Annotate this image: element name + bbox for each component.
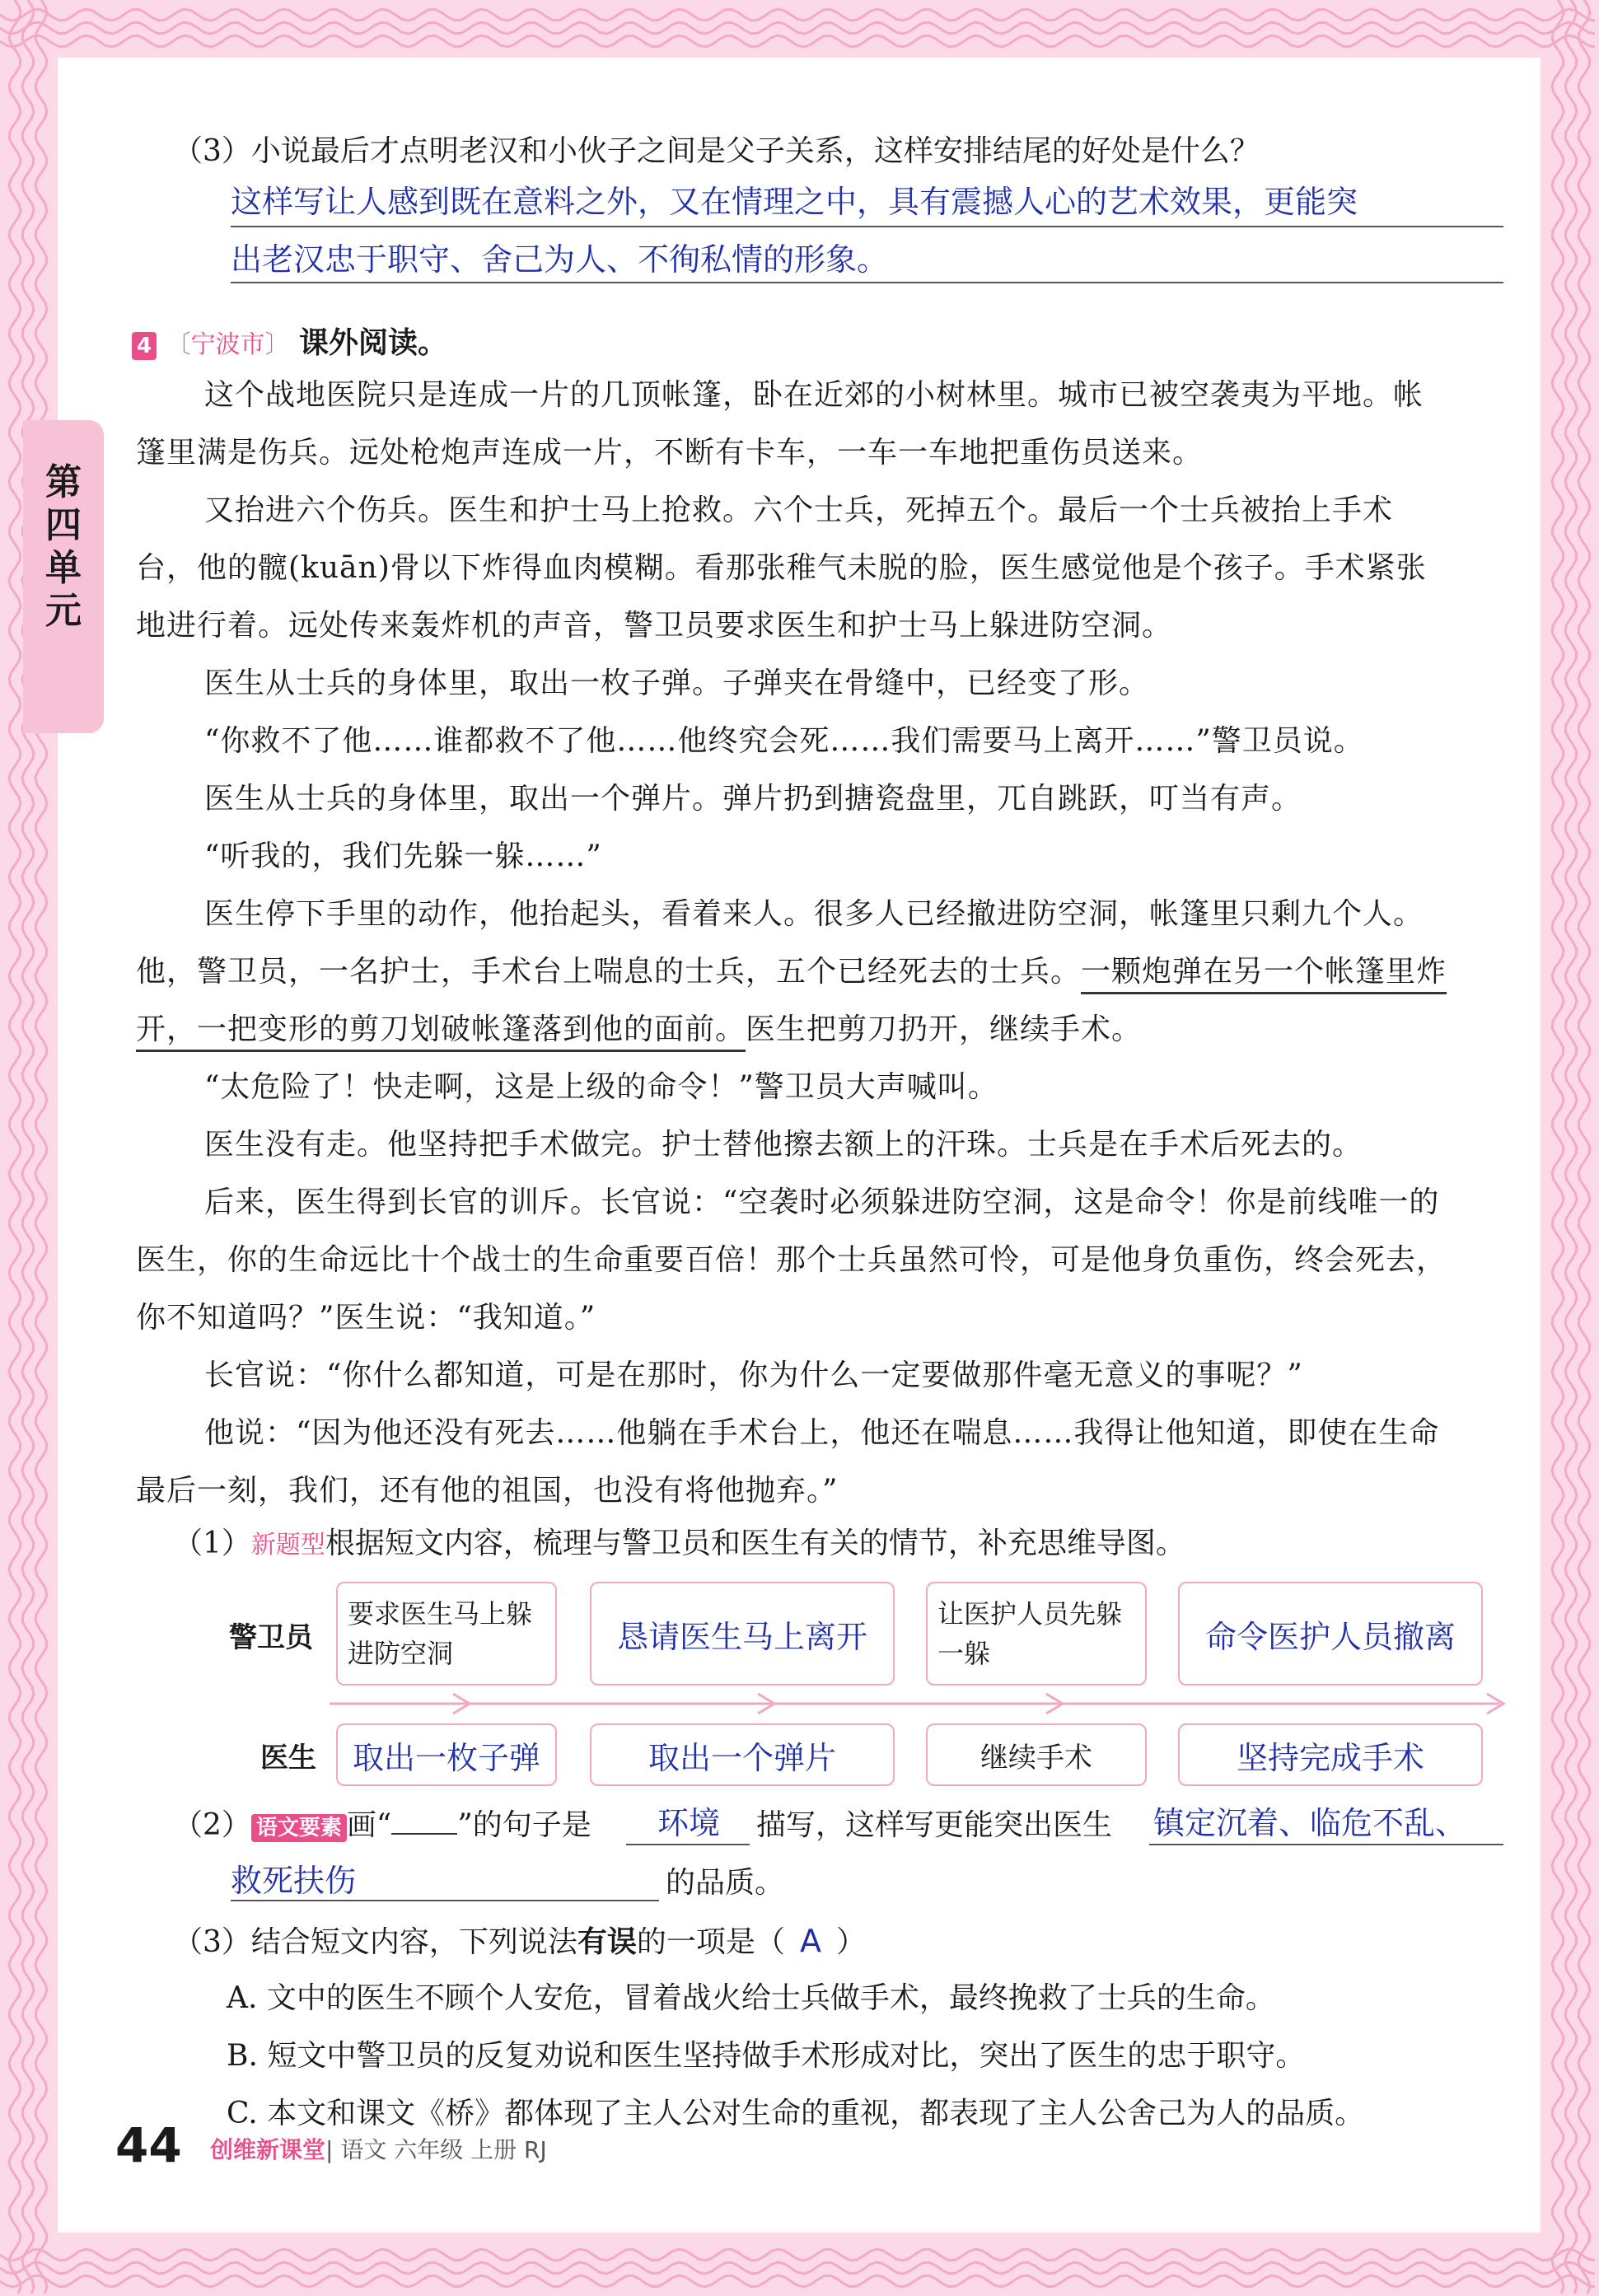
answer-quality-1: 镇定沉着、临危不乱、	[1153, 1805, 1467, 1841]
section-title: 课外阅读。	[299, 326, 448, 360]
prev-answer-line-2: 出老汉忠于职守、舍己为人、不徇私情的形象。	[231, 241, 889, 278]
footer-brand: 创维新课堂	[210, 2136, 326, 2163]
page-number: 44	[115, 2117, 182, 2173]
question-2-ending: 的品质。	[666, 1866, 785, 1900]
question-tag: 新题型	[250, 1531, 325, 1560]
doctor-box-text: 坚持完成手术	[1236, 1739, 1424, 1776]
doctor-box-3	[926, 1723, 1147, 1786]
underlined-sentence: 一颗炮弹在另一个帐篷里炸	[1081, 955, 1447, 994]
question-text: ）	[835, 1925, 866, 1959]
footer-info	[210, 2132, 547, 2165]
guard-box-4	[1178, 1582, 1483, 1686]
passage-line: 医生从士兵的身体里，取出一枚子弹。子弹夹在骨缝中，已经变了形。	[204, 666, 1150, 700]
passage-line: 医生从士兵的身体里，取出一个弹片。弹片扔到搪瓷盘里，兀自跳跃，叮当有声。	[204, 782, 1302, 816]
passage-line: 他说：“因为他还没有死去……他躺在手术台上，他还在喘息……我得让他知道，即使在生命	[204, 1416, 1440, 1450]
passage-line	[136, 954, 1447, 990]
option-a: A. 文中的医生不顾个人安危，冒着战火给士兵做手术，最终挽救了士兵的生命。	[227, 1981, 1275, 2015]
question-3	[173, 1923, 866, 1961]
question-text: （3）结合短文内容，下列说法	[173, 1925, 577, 1959]
passage-line: 后来，医生得到长官的训斥。长官说：“空袭时必须躲进防空洞，这是命令！你是前线唯一的	[204, 1185, 1440, 1219]
guard-box-text: 恳请医生马上离开	[616, 1618, 867, 1655]
question-emphasis: 有误	[577, 1925, 637, 1959]
option-b: B. 短文中警卫员的反复劝说和医生坚持做手术形成对比，突出了医生的忠于职守。	[227, 2039, 1306, 2073]
doctor-box-text: 取出一枚子弹	[352, 1739, 540, 1776]
doctor-box-2	[590, 1723, 895, 1786]
underline-symbol	[391, 1833, 457, 1835]
question-2	[173, 1807, 591, 1844]
answer-choice: A	[799, 1923, 821, 1959]
question-tag: 语文要素	[251, 1814, 347, 1842]
question-2-text: 描写，这样写更能突出医生	[756, 1808, 1113, 1842]
guard-box-1	[336, 1582, 557, 1686]
mindmap-label-guard: 警卫员	[229, 1621, 313, 1654]
question-text: 根据短文内容，梳理与警卫员和医生有关的情节，补充思维导图。	[325, 1527, 1185, 1560]
passage-line: 又抬进六个伤兵。医生和护士马上抢救。六个士兵，死掉五个。最后一个士兵被抬上手术	[204, 493, 1394, 527]
option-c: C. 本文和课文《桥》都体现了主人公对生命的重视，都表现了主人公舍己为人的品质。	[227, 2097, 1365, 2130]
section-region: 〔宁波市〕	[166, 330, 290, 359]
section-4-header	[132, 320, 447, 362]
passage-line: 地进行着。远处传来轰炸机的声音，警卫员要求医生和护士马上躲进防空洞。	[136, 609, 1173, 643]
question-prefix: （1）	[173, 1527, 251, 1560]
passage-line: 医生停下手里的动作，他抬起头，看着来人。很多人已经撤进防空洞，帐篷里只剩九个人。	[204, 897, 1424, 931]
question-1	[173, 1526, 1185, 1564]
doctor-box-4	[1178, 1723, 1483, 1786]
answer-rule	[626, 1844, 750, 1845]
question-prefix: （2）	[173, 1808, 251, 1842]
answer-rule	[231, 1900, 659, 1901]
answer-env: 环境	[657, 1805, 721, 1841]
answer-quality-2: 救死扶伤	[231, 1863, 357, 1899]
unit-side-tab-label: 第四单元	[45, 461, 82, 632]
passage-text: 他，警卫员，一名护士，手术台上喘息的士兵，五个已经死去的士兵。	[136, 955, 1082, 989]
prev-answer-line-1: 这样写让人感到既在意料之外，又在情理之中，具有震撼人心的艺术效果，更能突	[231, 184, 1358, 220]
section-number: 4	[132, 332, 157, 360]
guard-box-text: 要求医生马上躲进防空洞	[348, 1598, 533, 1669]
passage-line: 篷里满是伤兵。远处枪炮声连成一片，不断有卡车，一车一车地把重伤员送来。	[136, 436, 1204, 470]
passage-line: 最后一刻，我们，还有他的祖国，也没有将他抛弃。”	[136, 1474, 839, 1508]
doctor-box-text: 取出一个弹片	[648, 1739, 836, 1776]
underlined-sentence: 开，一把变形的剪刀划破帐篷落到他的面前。	[136, 1012, 746, 1052]
passage-text: 医生把剪刀扔开，继续手术。	[746, 1012, 1143, 1046]
doctor-box-text: 继续手术	[980, 1741, 1092, 1775]
passage-line: 你不知道吗？”医生说：“我知道。”	[136, 1301, 596, 1335]
guard-box-2	[590, 1582, 895, 1686]
mindmap-arrow	[330, 1687, 1516, 1720]
question-text: 的一项是（	[636, 1925, 785, 1959]
answer-rule	[1149, 1844, 1503, 1845]
passage-line: 长官说：“你什么都知道，可是在那时，你为什么一定要做那件毫无意义的事呢？”	[204, 1358, 1303, 1392]
mindmap-label-doctor: 医生	[260, 1742, 316, 1775]
passage-line: “听我的，我们先躲一躲……”	[204, 839, 602, 873]
guard-box-3	[926, 1582, 1147, 1686]
answer-rule	[231, 226, 1503, 227]
question-text: ”的句子是	[457, 1808, 591, 1842]
passage-line: 这个战地医院只是连成一片的几顶帐篷，卧在近郊的小树林里。城市已被空袭夷为平地。帐	[204, 378, 1424, 412]
prev-question-3: （3）小说最后才点明老汉和小伙子之间是父子关系，这样安排结尾的好处是什么？	[173, 134, 1260, 168]
passage-line: 医生没有走。他坚持把手术做完。护士替他擦去额上的汗珠。士兵是在手术后死去的。	[204, 1128, 1363, 1162]
doctor-box-1	[336, 1723, 557, 1786]
passage-line: 台，他的髋(kuān)骨以下炸得血肉模糊。看那张稚气未脱的脸，医生感觉他是个孩子。手术紧张	[136, 551, 1427, 585]
footer-meta: | 语文 六年级 上册 RJ	[325, 2136, 547, 2163]
passage-line: “你救不了他……谁都救不了他……他终究会死……我们需要马上离开……”警卫员说。	[204, 724, 1364, 758]
answer-rule	[231, 282, 1503, 283]
question-text: 画“	[346, 1808, 392, 1842]
guard-box-text: 让医护人员先躲一躲	[937, 1598, 1123, 1669]
passage-line: 医生，你的生命远比十个战士的生命重要百倍！那个士兵虽然可怜，可是他身负重伤，终会死去，	[136, 1243, 1447, 1277]
passage-line: “太危险了！快走啊，这是上级的命令！”警卫员大声喊叫。	[204, 1070, 998, 1104]
guard-box-text: 命令医护人员撤离	[1204, 1618, 1456, 1655]
passage-line	[136, 1012, 1142, 1048]
